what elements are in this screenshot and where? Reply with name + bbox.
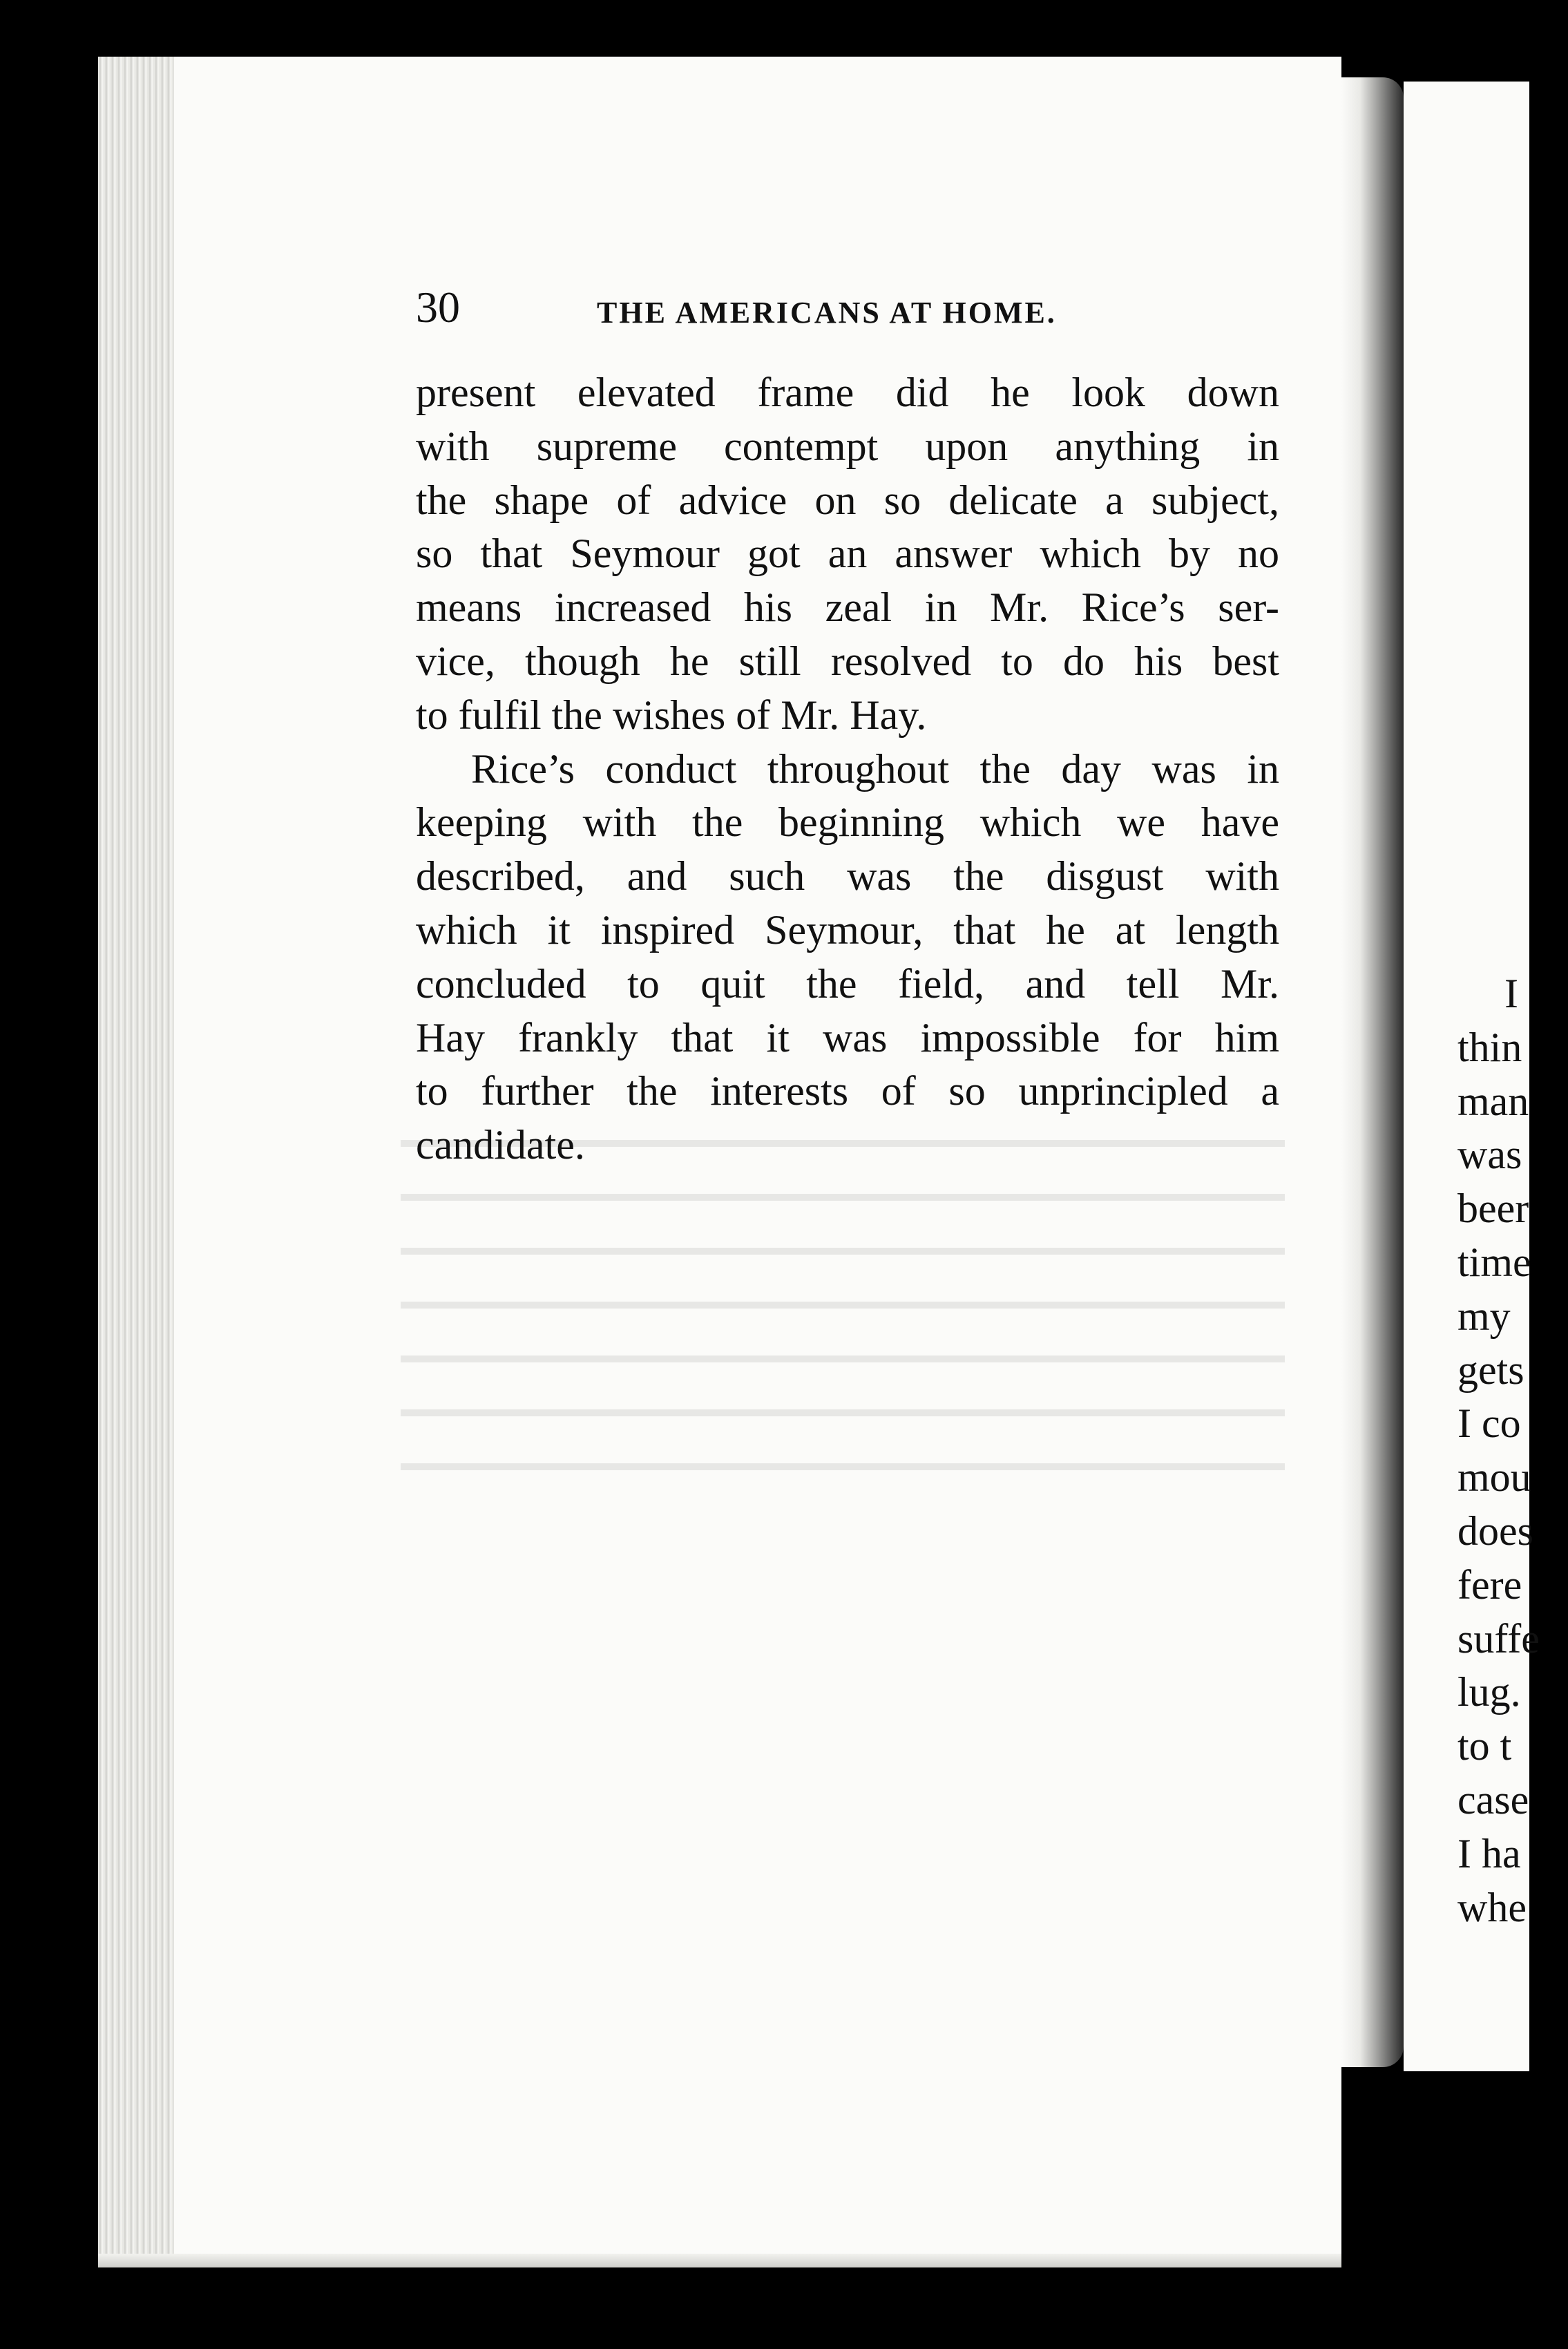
book-gutter bbox=[1341, 77, 1404, 2067]
facing-line: thin bbox=[1457, 1024, 1522, 1070]
text-line: with supreme contempt upon anything in bbox=[416, 423, 1279, 469]
body-text bbox=[416, 366, 1279, 1172]
facing-line: my bbox=[1457, 1293, 1511, 1339]
facing-line: I co bbox=[1457, 1400, 1521, 1447]
facing-line: to t bbox=[1457, 1723, 1512, 1769]
text-line: to fulfil the wishes of Mr. Hay. bbox=[416, 692, 927, 738]
text-line: Rice’s conduct throughout the day was in bbox=[471, 745, 1279, 792]
text-line: vice, though he still resolved to do his best bbox=[416, 638, 1279, 684]
text-line: the shape of advice on so delicate a subject, bbox=[416, 477, 1279, 523]
text-line: concluded to quit the field, and tell Mr. bbox=[416, 960, 1279, 1007]
facing-line: whe bbox=[1457, 1884, 1527, 1930]
text-line: Hay frankly that it was impossible for him bbox=[416, 1014, 1279, 1061]
paragraph bbox=[416, 743, 1279, 1172]
text-line: candidate. bbox=[416, 1122, 585, 1168]
page-edge-stack bbox=[98, 57, 174, 2267]
facing-page-text bbox=[1457, 967, 1568, 1934]
page-number: 30 bbox=[416, 283, 460, 332]
facing-line: gets bbox=[1457, 1347, 1524, 1393]
facing-line: I ha bbox=[1457, 1830, 1521, 1876]
text-line: so that Seymour got an answer which by no bbox=[416, 531, 1279, 577]
facing-line: fere bbox=[1457, 1561, 1522, 1608]
facing-line: beer bbox=[1457, 1186, 1529, 1232]
facing-line: I bbox=[1504, 971, 1518, 1016]
text-line: means increased his zeal in Mr. Rice’s ser- bbox=[416, 584, 1279, 631]
text-line: which it inspired Seymour, that he at length bbox=[416, 906, 1279, 953]
text-line: described, and such was the disgust with bbox=[416, 853, 1279, 900]
facing-line: time bbox=[1457, 1239, 1531, 1285]
facing-line: man bbox=[1457, 1078, 1529, 1124]
text-line: to further the interests of so unprincipled a bbox=[416, 1068, 1279, 1114]
page-bottom-edge bbox=[98, 2254, 1341, 2267]
facing-line: was bbox=[1457, 1132, 1522, 1178]
show-through-bleed bbox=[401, 1140, 1285, 1513]
facing-line: lug. bbox=[1457, 1669, 1521, 1715]
page-header bbox=[416, 276, 1279, 339]
paragraph bbox=[416, 366, 1279, 743]
facing-line: does bbox=[1457, 1508, 1533, 1554]
facing-line: case bbox=[1457, 1776, 1529, 1823]
facing-line: mou bbox=[1457, 1454, 1531, 1501]
facing-line: suffe bbox=[1457, 1615, 1540, 1662]
text-line: present elevated frame did he look down bbox=[416, 370, 1279, 415]
text-line: keeping with the beginning which we have bbox=[416, 799, 1279, 846]
running-head: THE AMERICANS AT HOME. bbox=[597, 296, 1057, 330]
